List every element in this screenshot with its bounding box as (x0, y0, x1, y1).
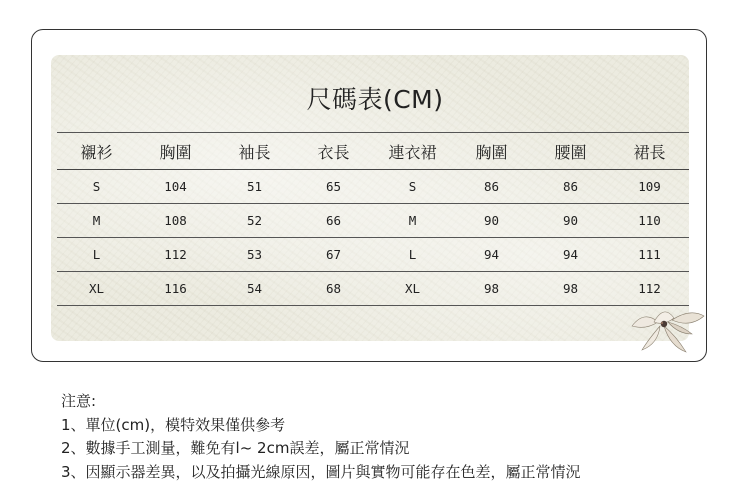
table-cell: 116 (136, 272, 215, 306)
table-cell: S (57, 170, 136, 204)
table-row (57, 238, 689, 272)
table-cell: XL (57, 272, 136, 306)
table-cell: 53 (215, 238, 294, 272)
flower-illustration-icon (624, 300, 710, 356)
table-cell: M (57, 204, 136, 238)
table-cell: 86 (452, 170, 531, 204)
table-cell: S (373, 170, 452, 204)
note-item: 3、因顯示器差異，以及拍攝光線原因，圖片與實物可能存在色差，屬正常情況 (61, 462, 581, 481)
size-table (57, 132, 689, 306)
note-item: 2、數據手工測量，難免有l~ 2cm誤差，屬正常情況 (61, 439, 410, 457)
header-chest: 胸圍 (136, 133, 215, 170)
table-cell: 54 (215, 272, 294, 306)
header-sleeve-length: 袖長 (215, 133, 294, 170)
table-cell: 110 (610, 204, 689, 238)
table-cell: 94 (452, 238, 531, 272)
table-cell: 68 (294, 272, 373, 306)
table-cell: 111 (610, 238, 689, 272)
table-cell: 109 (610, 170, 689, 204)
header-dress-chest: 胸圍 (452, 133, 531, 170)
table-cell: L (373, 238, 452, 272)
notes-heading: 注意: (61, 392, 97, 410)
table-row (57, 204, 689, 238)
header-shirt: 襯衫 (57, 133, 136, 170)
table-cell: 108 (136, 204, 215, 238)
table-header-row (57, 133, 689, 170)
table-cell: 94 (531, 238, 610, 272)
table-cell: 112 (610, 272, 689, 306)
table-cell: 90 (531, 204, 610, 238)
header-waist: 腰圍 (531, 133, 610, 170)
table-cell: 98 (452, 272, 531, 306)
table-cell: 52 (215, 204, 294, 238)
table-cell: 67 (294, 238, 373, 272)
note-item: 1、單位(cm)，模特效果僅供參考 (61, 415, 286, 434)
notes-section (61, 390, 581, 484)
table-cell: M (373, 204, 452, 238)
table-cell: 86 (531, 170, 610, 204)
table-row (57, 170, 689, 204)
page-title: 尺碼表(CM) (306, 85, 444, 114)
table-cell: 66 (294, 204, 373, 238)
table-cell: XL (373, 272, 452, 306)
table-cell: 65 (294, 170, 373, 204)
header-dress: 連衣裙 (373, 133, 452, 170)
table-cell: L (57, 238, 136, 272)
table-cell: 98 (531, 272, 610, 306)
table-row (57, 272, 689, 306)
table-cell: 104 (136, 170, 215, 204)
header-skirt-length: 裙長 (610, 133, 689, 170)
table-cell: 112 (136, 238, 215, 272)
table-cell: 51 (215, 170, 294, 204)
header-top-length: 衣長 (294, 133, 373, 170)
table-cell: 90 (452, 204, 531, 238)
